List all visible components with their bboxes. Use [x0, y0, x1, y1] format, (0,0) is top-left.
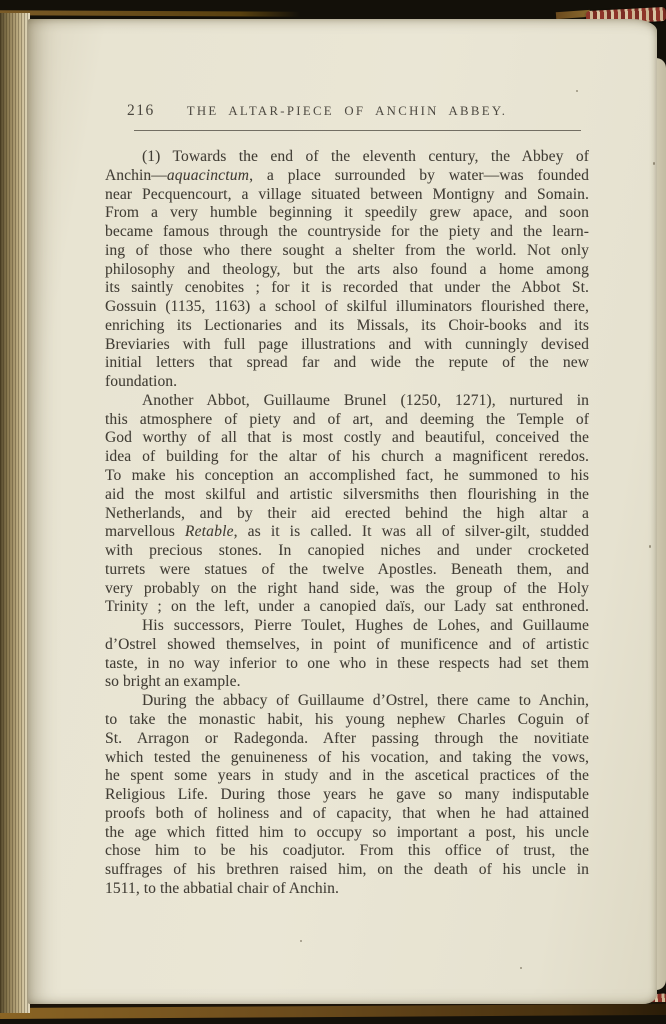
text-segment: (1) Towards the end of the eleventh century, the Abbey of	[142, 148, 589, 165]
text-segment: near Pecquencourt, a village situated between Montigny and Somain.	[105, 185, 589, 203]
page-text	[105, 148, 589, 899]
text-segment: God worthy of all that is most costly and beautiful, conceived the	[105, 429, 589, 447]
text-line	[105, 223, 589, 242]
text-segment: idea of building for the altar of his church a magnificent reredos.	[105, 448, 589, 466]
page-number: 216	[127, 102, 155, 119]
book-page	[28, 19, 657, 1004]
text-line	[105, 317, 589, 336]
text-line	[105, 542, 589, 561]
text-line	[105, 824, 589, 843]
text-segment: the age which fitted him to occupy so important a post, his uncle	[105, 823, 589, 841]
text-line	[105, 786, 589, 805]
text-line	[105, 429, 589, 448]
text-line	[105, 598, 589, 617]
text-segment: , a place surrounded by water—was founded	[249, 166, 589, 184]
paragraph	[105, 392, 589, 617]
text-line	[105, 880, 589, 899]
text-segment: To make his conception an accomplished fact, he summoned to his	[105, 467, 589, 485]
text-segment: Religious Life. During those years he gave so many indisputable	[105, 786, 589, 804]
text-segment: St. Arragon or Radegonda. After passing through the novitiate	[105, 729, 589, 747]
text-segment: aid the most skilful and artistic silversmiths then flourishing in the	[105, 485, 589, 503]
text-line	[105, 261, 589, 280]
text-segment: taste, in no way inferior to one who in these respects had set them	[105, 654, 589, 672]
text-line	[105, 561, 589, 580]
text-segment: marvellous	[105, 523, 185, 541]
text-line	[105, 861, 589, 880]
paragraph	[105, 692, 589, 898]
text-line	[105, 279, 589, 298]
text-segment: Netherlands, and by their aid erected behind the high altar a	[105, 504, 589, 522]
text-line	[105, 186, 589, 205]
text-segment: initial letters that spread far and wide the repute of the new	[105, 354, 589, 372]
text-line	[105, 204, 589, 223]
text-segment: From a very humble beginning it speedily grew apace, and soon	[105, 204, 589, 222]
text-line	[105, 692, 589, 711]
italic-text: Retable	[184, 523, 234, 541]
text-segment: its saintly cenobites ; for it is recorded that under the Abbot St.	[105, 279, 589, 297]
text-segment: very probably on the right hand side, was the group of the Holy	[105, 579, 589, 597]
text-line	[105, 354, 589, 373]
text-segment: Another Abbot, Guillaume Brunel (1250, 1271), nurtured in	[142, 391, 589, 409]
text-line	[105, 617, 589, 636]
speck	[649, 545, 651, 548]
paragraph	[105, 617, 589, 692]
text-segment: 1511, to the abbatial chair of Anchin.	[105, 879, 339, 897]
text-line	[105, 242, 589, 261]
text-segment: which tested the genuineness of his vocation, and taking the vows,	[105, 748, 589, 766]
text-segment: with precious stones. In canopied niches and under crocketed	[105, 542, 589, 560]
text-line	[105, 448, 589, 467]
text-segment: Anchin—	[105, 166, 167, 184]
text-segment: Trinity ; on the left, under a canopied daïs, our Lady sat enthroned.	[105, 598, 589, 616]
text-segment: d’Ostrel showed themselves, in point of munificence and of artistic	[105, 635, 589, 653]
text-line	[105, 392, 589, 411]
text-line	[105, 805, 589, 824]
header-rule	[134, 130, 581, 131]
text-segment: chose him to be his coadjutor. From this office of trust, the	[105, 842, 589, 860]
text-line	[105, 148, 589, 167]
text-segment: Breviaries with full page illustrations and with cunningly devised	[105, 335, 589, 353]
text-segment: ing of those who there sought a shelter from the world. Not only	[105, 241, 589, 259]
speck	[300, 940, 302, 942]
text-segment: proofs both of holiness and of capacity, that when he had attained	[105, 804, 589, 822]
text-segment: foundation.	[105, 373, 178, 391]
text-line	[105, 505, 589, 524]
text-line	[105, 411, 589, 430]
text-line	[105, 486, 589, 505]
text-line	[105, 636, 589, 655]
text-line	[105, 373, 589, 392]
running-title: THE ALTAR-PIECE OF ANCHIN ABBEY.	[186, 104, 508, 118]
text-segment: enriching its Lectionaries and its Missals, its Choir-books and its	[105, 316, 589, 334]
text-segment: to take the monastic habit, his young nephew Charles Coguin of	[105, 710, 589, 728]
text-line	[105, 730, 589, 749]
text-segment: this atmosphere of piety and of art, and deeming the Temple of	[105, 410, 589, 428]
speck	[576, 90, 578, 92]
text-line	[105, 336, 589, 355]
text-segment: , as it is called. It was all of silver-gilt, studded	[233, 523, 589, 541]
speck	[520, 967, 522, 969]
text-segment: he spent some years in study and in the ascetical practices of the	[105, 767, 589, 785]
text-line	[105, 767, 589, 786]
text-segment: turrets were statues of the twelve Apostles. Beneath them, and	[105, 560, 589, 578]
text-segment: His successors, Pierre Toulet, Hughes de Lohes, and Guillaume	[142, 617, 589, 635]
text-segment: so bright an example.	[105, 673, 241, 691]
text-segment: philosophy and theology, but the arts also found a home among	[105, 260, 589, 278]
text-line	[105, 842, 589, 861]
text-line	[105, 167, 589, 186]
text-line	[105, 580, 589, 599]
page-edges-left	[0, 13, 30, 1013]
text-line	[105, 749, 589, 768]
text-segment: suffrages of his brethren raised him, on the death of his uncle in	[105, 861, 589, 879]
paragraph	[105, 148, 589, 392]
text-segment: became famous through the countryside for the piety and the learn-	[105, 223, 589, 241]
text-line	[105, 523, 589, 542]
text-line	[105, 711, 589, 730]
text-line	[105, 655, 589, 674]
speck	[653, 162, 655, 165]
text-line	[105, 298, 589, 317]
cover-top-edge	[0, 10, 300, 17]
text-line	[105, 673, 589, 692]
italic-text: aquacinctum	[166, 166, 250, 184]
text-segment: During the abbacy of Guillaume d’Ostrel, there came to Anchin,	[142, 692, 589, 710]
text-line	[105, 467, 589, 486]
text-segment: Gossuin (1135, 1163) a school of skilful illuminators flourished there,	[105, 298, 589, 316]
